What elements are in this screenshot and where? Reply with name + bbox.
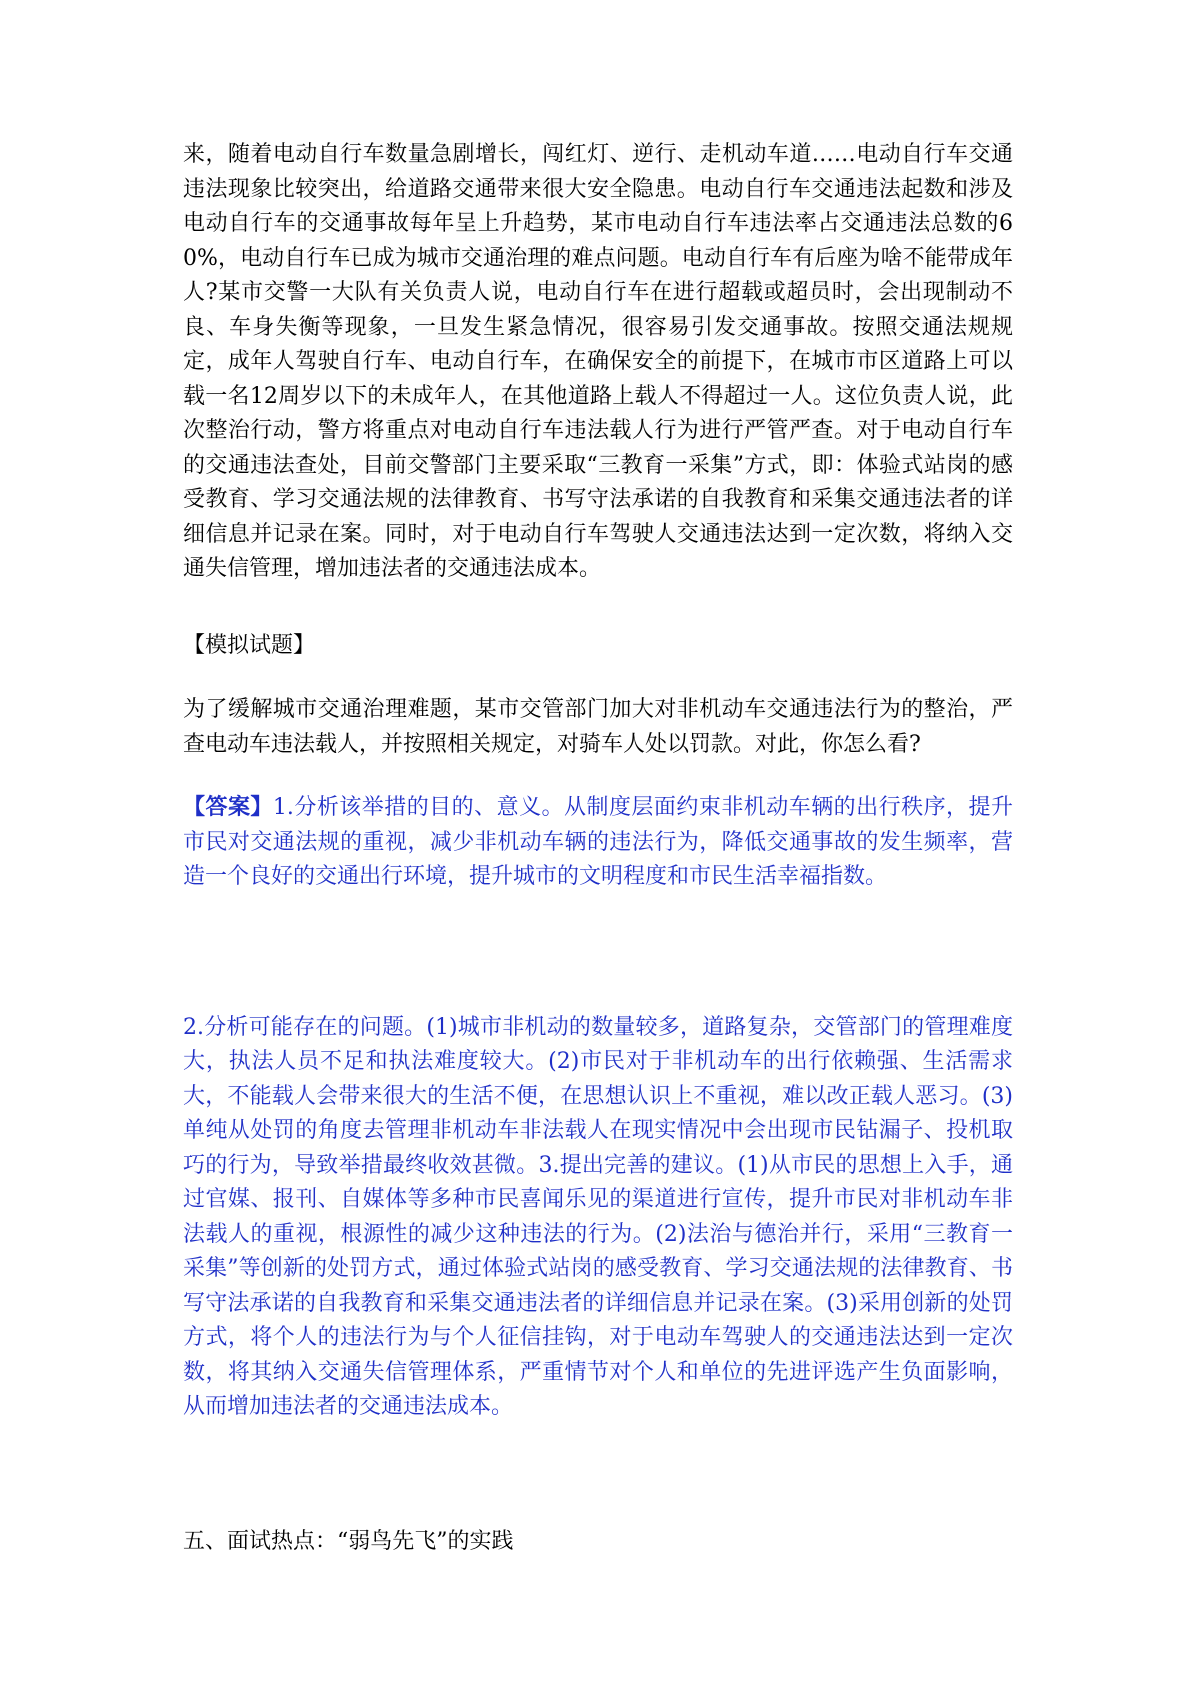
mock-question-heading: 【模拟试题】	[183, 632, 316, 658]
answer-paragraph-1	[183, 790, 1013, 895]
answer-part-1-text: 1.分析该举措的目的、意义。从制度层面约束非机动车辆的出行秩序，提升市民对交通法规的重视，减少非机动车辆的违法行为，降低交通事故的发生频率，营造一个良好的交通出行环境，提升城市的文明程度和市民生活幸福指数。	[183, 795, 1013, 889]
answer-paragraph-2: 2.分析可能存在的问题。(1)城市非机动的数量较多，道路复杂，交管部门的管理难度大，执法人员不足和执法难度较大。(2)市民对于非机动车的出行依赖强、生活需求大，不能载人会带来很大的生活不便，在思想认识上不重视，难以改正载人恶习。(3)单纯从处罚的角度去管理非机动车非法载人在现实情况中会出现市民钻漏子、投机取巧的行为，导致举措最终收效甚微。3.提出完善的建议。(1)从市民的思想上入手，通过官媒、报刊、自媒体等多种市民喜闻乐见的渠道进行宣传，提升市民对非机动车非法载人的重视，根源性的减少这种违法的行为。(2)法治与德治并行，采用“三教育一采集”等创新的处罚方式，通过体验式站岗的感受教育、学习交通法规的法律教育、书写守法承诺的自我教育和采集交通违法者的详细信息并记录在案。(3)采用创新的处罚方式，将个人的违法行为与个人征信挂钩，对于电动车驾驶人的交通违法达到一定次数，将其纳入交通失信管理体系，严重情节对个人和单位的先进评选产生负面影响，从而增加违法者的交通违法成本。	[183, 1014, 1013, 1419]
document-page	[183, 138, 1013, 1559]
intro-paragraph: 来，随着电动自行车数量急剧增长，闯红灯、逆行、走机动车道……电动自行车交通违法现象比较突出，给道路交通带来很大安全隐患。电动自行车交通违法起数和涉及电动自行车的交通事故每年呈上升趋势，某市电动自行车违法率占交通违法总数的60%，电动自行车已成为城市交通治理的难点问题。电动自行车有后座为啥不能带成年人?某市交警一大队有关负责人说，电动自行车在进行超载或超员时，会出现制动不良、车身失衡等现象，一旦发生紧急情况，很容易引发交通事故。按照交通法规规定，成年人驾驶自行车、电动自行车，在确保安全的前提下，在城市市区道路上可以载一名12周岁以下的未成年人，在其他道路上载人不得超过一人。这位负责人说，此次整治行动，警方将重点对电动自行车违法载人行为进行严管严查。对于电动自行车的交通违法查处，目前交警部门主要采取“三教育一采集”方式，即：体验式站岗的感受教育、学习交通法规的法律教育、书写守法承诺的自我教育和采集交通违法者的详细信息并记录在案。同时，对于电动自行车驾驶人交通违法达到一定次数，将纳入交通失信管理，增加违法者的交通违法成本。	[183, 142, 1013, 581]
question-paragraph: 为了缓解城市交通治理难题，某市交管部门加大对非机动车交通违法行为的整治，严查电动车违法载人，并按照相关规定，对骑车人处以罚款。对此，你怎么看?	[183, 697, 1013, 757]
answer-label: 【答案】	[183, 794, 273, 820]
section-heading: 五、面试热点：“弱鸟先飞”的实践	[183, 1528, 514, 1554]
